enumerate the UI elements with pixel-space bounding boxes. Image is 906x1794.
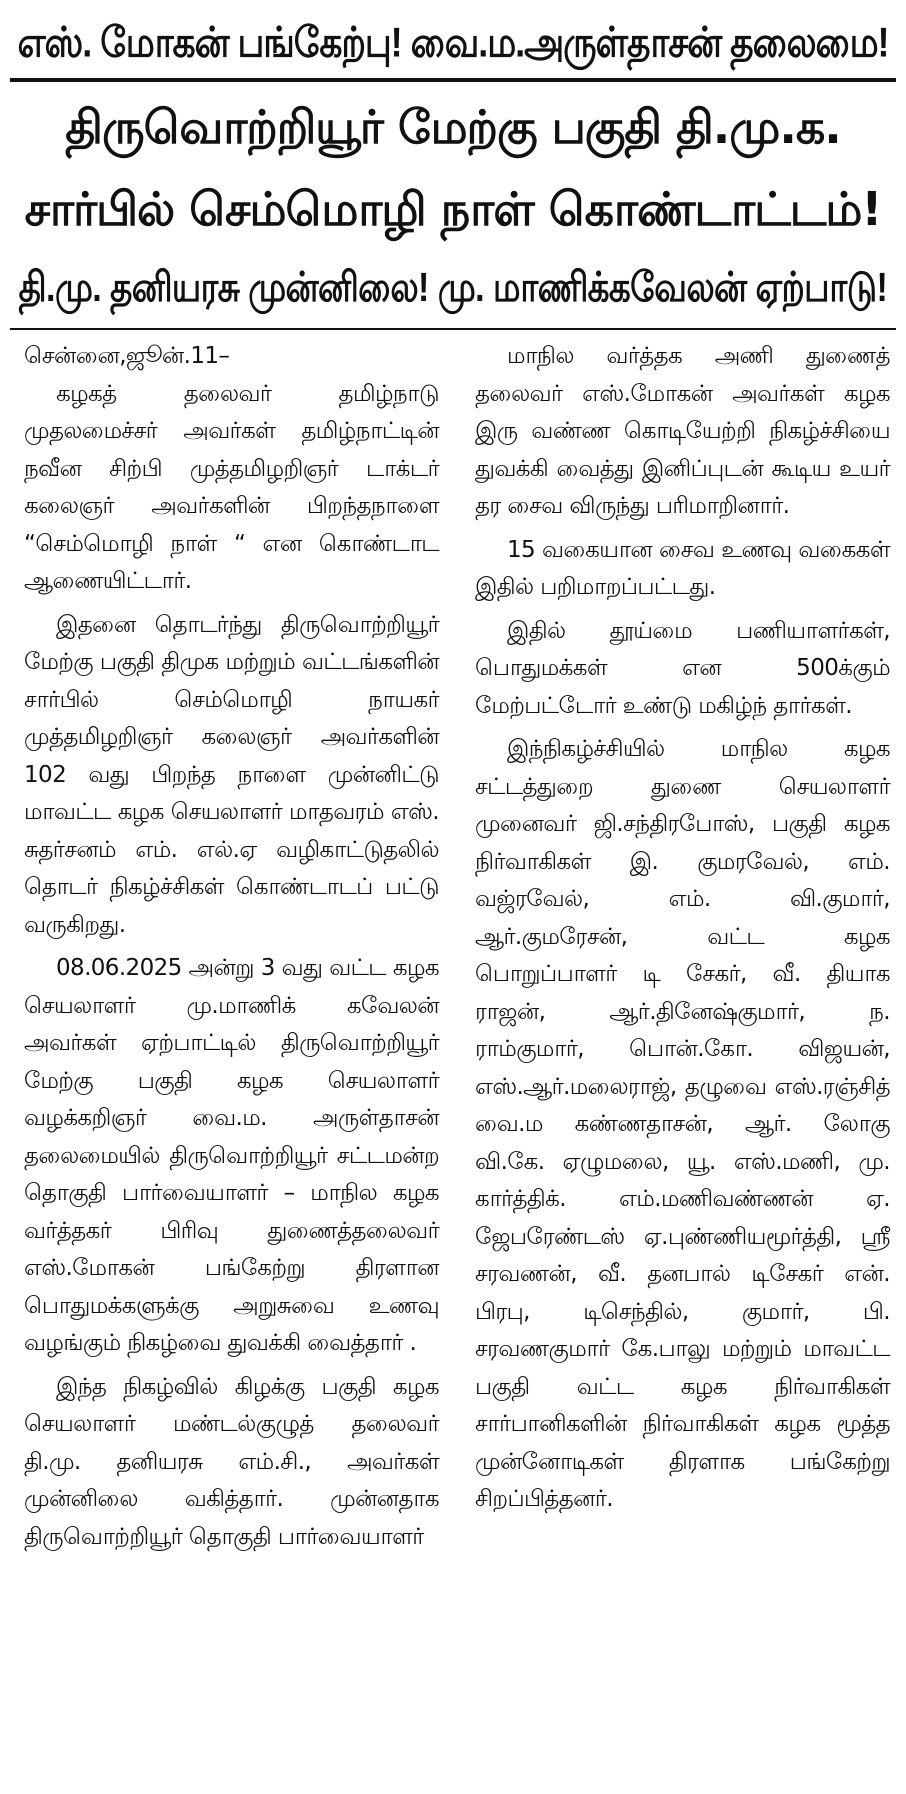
paragraph: இந்த நிகழ்வில் கிழக்கு பகுதி கழக செயலாளர் மண்டல்குழுத் தலைவர் தி.மு. தனியரசு எம்.சி., அவர்கள் முன்னிலை வகித்தார். முன்னதாக திருவொற்றியூர் தொகுதி பார்வையாளர் [24, 1373, 439, 1550]
paragraph: இதனை தொடர்ந்து திருவொற்றியூர் மேற்கு பகுதி திமுக மற்றும் வட்டங்களின் சார்பில் செம்மொழி நாயகர் முத்தமிழறிஞர் கலைஞர் அவர்களின் 102 வது பிறந்த நாளை முன்னிட்டு மாவட்ட கழக செயலாளர் மாதவரம் எஸ். சுதர்சனம் எம். எல்.ஏ வழிகாட்டுதலில் தொடர் நிகழ்ச்சிகள் கொண்டாடப் பட்டு வருகிறது. [24, 611, 439, 938]
main-headline [10, 86, 896, 250]
headline-line-2: சார்பில் செம்மொழி நாள் கொண்டாட்டம்! [24, 182, 882, 236]
paragraph: கழகத் தலைவர் தமிழ்நாடு முதலமைச்சர் அவர்கள் தமிழ்நாட்டின் நவீன சிற்பி முத்தமிழறிஞர் டாக்டர் கலைஞர் அவர்களின் பிறந்தநாளை “செம்மொழி நாள் “ என கொண்டாட ஆணையிட்டார். [24, 380, 439, 594]
paragraph: இதில் தூய்மை பணியாளர்கள், பொதுமக்கள் என 500க்கும் மேற்பட்டோர் உண்டு மகிழ்ந் தார்கள். [475, 617, 890, 719]
left-column [24, 338, 439, 1556]
paragraph: இந்நிகழ்ச்சியில் மாநில கழக சட்டத்துறை துணை செயலாளர் முனைவர் ஜி.சந்திரபோஸ், பகுதி கழக நிர்வாகிகள் இ. குமரவேல், எம். வஜ்ரவேல், எம். வி.குமார், ஆர்.குமரேசன், வட்ட கழக பொறுப்பாளர் டி சேகர், வீ. தியாக ராஜன், ஆர்.தினேஷ்குமார், ந. ராம்குமார், பொன்.கோ. விஜயன், எஸ்.ஆர்.மலைராஜ், தழுவை எஸ்.ரஞ்சித் வை.ம கண்ணதாசன், ஆர். லோகு வி.கே. ஏழுமலை, யூ. எஸ்.மணி, மு. கார்த்திக். எம்.மணிவண்ணன் ஏ. ஜேபரேண்டஸ் ஏ.புண்ணியமூர்த்தி, ஸ்ரீ சரவணன், வீ. தனபால் டிசேகர் என். பிரபு, டிசெந்தில், குமார், பி. சரவணகுமார் கே.பாலு மற்றும் மாவட்ட பகுதி வட்ட கழக நிர்வாகிகள் சார்பானிகளின் நிர்வாகிகள் கழக மூத்த முன்னோடிகள் திரளாக பங்கேற்று சிறப்பித்தனர். [475, 736, 890, 1512]
right-column [475, 338, 890, 1556]
paragraph: 15 வகையான சைவ உணவு வகைகள் இதில் பறிமாறப்பட்டது. [475, 536, 890, 600]
paragraph: 08.06.2025 அன்று 3 வது வட்ட கழக செயலாளர் மு.மாணிக் கவேலன் அவர்கள் ஏற்பாட்டில் திருவொற்றியூர் மேற்கு பகுதி கழக செயலாளர் வழக்கறிஞர் வை.ம. அருள்தாசன் தலைமையில் திருவொற்றியூர் சட்டமன்ற தொகுதி பார்வையாளர் – மாநில கழக வர்த்தகர் பிரிவு துணைத்தலைவர் எஸ்.மோகன் பங்கேற்று திரளான பொதுமக்களுக்கு அறுசுவை உணவு வழங்கும் நிகழ்வை துவக்கி வைத்தார் . [24, 955, 439, 1356]
subheadline: தி.மு. தனியரசு முன்னிலை! மு. மாணிக்கவேலன் ஏற்பாடு! [18, 265, 888, 311]
headline-line-1: திருவொற்றியூர் மேற்கு பகுதி தி.மு.க. [65, 100, 841, 154]
paragraph: மாநில வர்த்தக அணி துணைத் தலைவர் எஸ்.மோகன் அவர்கள் கழக இரு வண்ண கொடியேற்றி நிகழ்ச்சியை துவக்கி வைத்து இனிப்புடன் கூடிய உயர் தர சைவ விருந்து பரிமாறினார். [475, 343, 890, 519]
dateline: சென்னை,ஜூன்.11– [24, 343, 230, 369]
kicker-headline: எஸ். மோகன் பங்கேற்பு! வை.ம.அருள்தாசன் தலைமை! [17, 18, 889, 66]
article-body [10, 330, 896, 1556]
